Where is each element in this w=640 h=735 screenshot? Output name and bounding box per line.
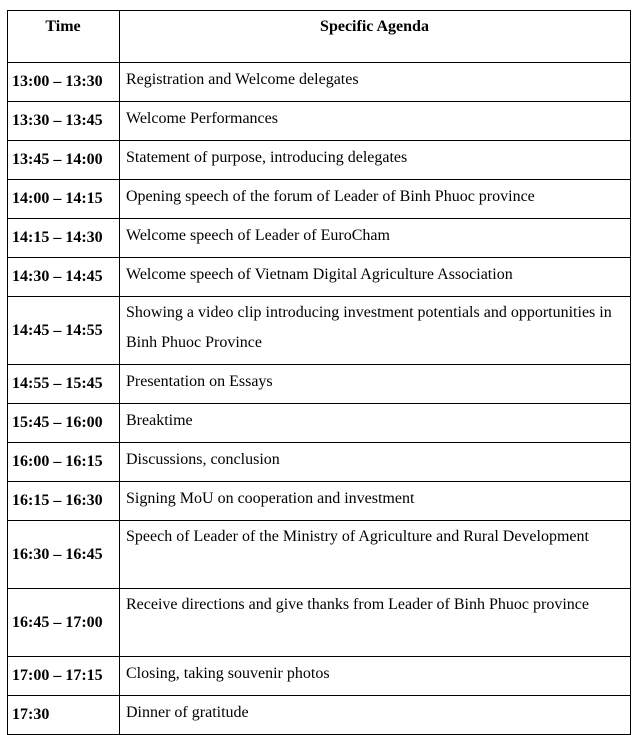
time-cell: 16:45 – 17:00	[8, 589, 120, 657]
table-row	[8, 482, 631, 521]
agenda-cell: Closing, taking souvenir photos	[120, 657, 631, 696]
time-cell: 14:55 – 15:45	[8, 365, 120, 404]
time-cell: 16:15 – 16:30	[8, 482, 120, 521]
agenda-cell: Registration and Welcome delegates	[120, 63, 631, 102]
agenda-cell: Dinner of gratitude	[120, 696, 631, 735]
time-cell: 16:30 – 16:45	[8, 521, 120, 589]
agenda-cell: Welcome Performances	[120, 102, 631, 141]
agenda-cell: Opening speech of the forum of Leader of Binh Phuoc province	[120, 180, 631, 219]
agenda-cell: Presentation on Essays	[120, 365, 631, 404]
header-row	[8, 11, 631, 63]
table-row	[8, 297, 631, 365]
time-cell: 15:45 – 16:00	[8, 404, 120, 443]
agenda-column-header: Specific Agenda	[120, 11, 631, 63]
agenda-body	[8, 63, 631, 735]
time-cell: 13:45 – 14:00	[8, 141, 120, 180]
time-cell: 16:00 – 16:15	[8, 443, 120, 482]
time-cell: 13:30 – 13:45	[8, 102, 120, 141]
agenda-cell: Welcome speech of Leader of EuroCham	[120, 219, 631, 258]
agenda-cell: Speech of Leader of the Ministry of Agriculture and Rural Development	[120, 521, 631, 589]
table-row	[8, 258, 631, 297]
table-row	[8, 102, 631, 141]
agenda-cell: Showing a video clip introducing investment potentials and opportunities in Binh Phuoc Province	[120, 297, 631, 365]
table-row	[8, 180, 631, 219]
table-row	[8, 404, 631, 443]
time-column-header: Time	[8, 11, 120, 63]
time-cell: 14:30 – 14:45	[8, 258, 120, 297]
agenda-cell: Breaktime	[120, 404, 631, 443]
table-row	[8, 141, 631, 180]
agenda-cell: Discussions, conclusion	[120, 443, 631, 482]
agenda-table	[7, 10, 631, 735]
table-row	[8, 219, 631, 258]
table-row	[8, 696, 631, 735]
table-row	[8, 589, 631, 657]
table-row	[8, 63, 631, 102]
time-cell: 13:00 – 13:30	[8, 63, 120, 102]
time-cell: 14:15 – 14:30	[8, 219, 120, 258]
time-cell: 14:00 – 14:15	[8, 180, 120, 219]
agenda-document	[7, 10, 630, 735]
agenda-cell: Welcome speech of Vietnam Digital Agriculture Association	[120, 258, 631, 297]
agenda-cell: Statement of purpose, introducing delegates	[120, 141, 631, 180]
table-row	[8, 365, 631, 404]
table-row	[8, 521, 631, 589]
table-row	[8, 443, 631, 482]
time-cell: 17:30	[8, 696, 120, 735]
time-cell: 14:45 – 14:55	[8, 297, 120, 365]
agenda-cell: Signing MoU on cooperation and investment	[120, 482, 631, 521]
table-row	[8, 657, 631, 696]
agenda-cell: Receive directions and give thanks from Leader of Binh Phuoc province	[120, 589, 631, 657]
time-cell: 17:00 – 17:15	[8, 657, 120, 696]
